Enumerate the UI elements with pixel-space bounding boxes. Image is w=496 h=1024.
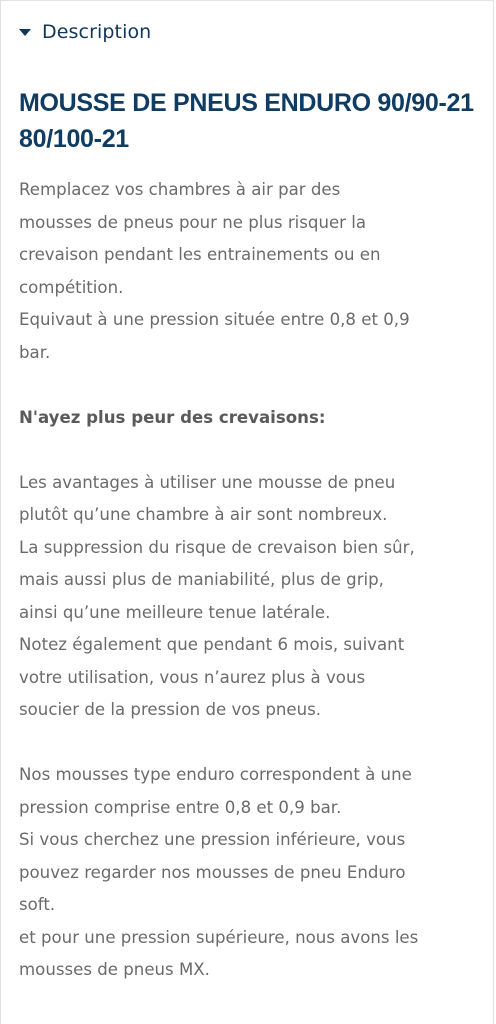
accordion-label: Description [42,21,152,43]
enduro-line: Nos mousses type enduro correspondent à une [19,765,412,784]
enduro-paragraph [19,759,481,987]
advantages-line: votre utilisation, vous n’aurez plus à vous [19,667,366,687]
advantages-line: Notez également que pendant 6 mois, suivant [19,635,405,654]
enduro-line: Si vous cherchez une pression inférieure, vous [19,830,406,849]
advantages-line: Les avantages à utiliser une mousse de pneu [19,472,396,492]
intro-line: compétition. [19,277,124,297]
section-heading: N'ayez plus peur des crevaisons: [19,407,326,427]
advantages-line: La suppression du risque de crevaison bien sûr, [19,537,415,557]
advantages-line: plutôt qu’une chambre à air sont nombreux. [19,505,388,524]
description-accordion-toggle[interactable] [19,21,151,43]
enduro-line: et pour une pression supérieure, nous avons les [19,927,419,947]
enduro-line: pouvez regarder nos mousses de pneu Enduro [19,862,406,882]
intro-line: bar. [19,342,51,362]
enduro-line: mousses de pneus MX. [19,960,210,979]
description-content [19,85,481,987]
advantages-line: ainsi qu’une meilleure tenue latérale. [19,602,331,622]
advantages-paragraph [19,467,481,727]
intro-paragraph [19,174,481,369]
advantages-line: mais aussi plus de maniabilité, plus de grip, [19,570,384,589]
intro-line: Remplacez vos chambres à air par des [19,180,341,199]
product-title-line-2: 80/100-21 [19,125,129,153]
caret-down-icon [19,29,31,36]
product-title [19,85,481,157]
enduro-line: pression comprise entre 0,8 et 0,9 bar. [19,797,342,817]
product-title-line-1: MOUSSE DE PNEUS ENDURO 90/90-21 [19,89,474,117]
intro-line: Equivaut à une pression située entre 0,8 et 0,9 [19,310,410,329]
advantages-line: soucier de la pression de vos pneus. [19,700,322,719]
intro-line: mousses de pneus pour ne plus risquer la [19,212,367,232]
intro-line: crevaison pendant les entrainements ou en [19,245,381,264]
enduro-line: soft. [19,895,56,914]
